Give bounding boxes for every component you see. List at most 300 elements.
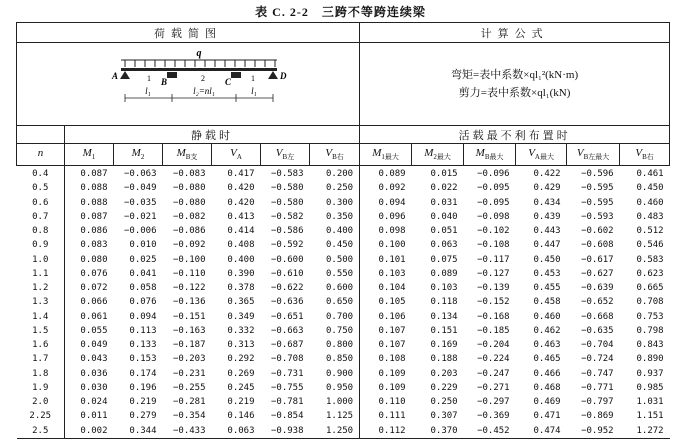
coefficient-cell: −0.869	[581, 411, 614, 422]
coefficient-cell: −0.185	[477, 325, 510, 336]
n-value-cell: 1.0	[17, 253, 65, 267]
table-row	[17, 409, 670, 423]
coefficient-cell: 0.417	[227, 169, 255, 179]
coefficient-cell: 0.450	[636, 183, 664, 194]
coefficient-cell: 0.083	[80, 240, 108, 251]
coefficient-cell: 0.985	[636, 382, 664, 393]
coefficient-cell: 0.413	[227, 211, 255, 222]
coefficient-cell: −0.708	[270, 354, 304, 365]
coefficient-cell: 0.153	[129, 354, 157, 365]
coefficient-cell: 0.937	[636, 368, 664, 379]
column-header-8: $M_{2最大}$	[412, 144, 464, 166]
coefficient-cell: −0.096	[477, 169, 510, 179]
coefficient-cell: −0.247	[477, 368, 510, 379]
coefficient-cell: −0.098	[477, 211, 510, 222]
coefficient-cell: −0.731	[270, 368, 304, 379]
coefficient-cell: 0.146	[227, 411, 255, 422]
coefficient-cell: −0.652	[581, 297, 614, 308]
load-diagram-header: 荷载简图	[17, 23, 360, 43]
coefficient-cell: 0.086	[80, 226, 108, 236]
coefficient-cell: 0.110	[378, 397, 406, 407]
coefficient-cell: 0.100	[378, 240, 406, 251]
coefficient-cell: 0.103	[378, 268, 406, 279]
span-label-2: l₂=nl₁	[193, 86, 215, 96]
table-row	[17, 281, 670, 295]
coefficient-cell: 0.583	[636, 254, 664, 265]
coefficient-cell: −0.163	[172, 325, 206, 336]
coefficient-cell: −0.354	[172, 411, 206, 422]
coefficient-cell: 0.708	[636, 297, 664, 308]
coefficient-cell: 0.250	[430, 397, 458, 407]
coefficient-cell: −0.021	[123, 211, 157, 222]
coefficient-cell: 0.439	[533, 211, 561, 222]
coefficient-cell: 0.378	[227, 283, 255, 293]
coefficient-table	[16, 22, 670, 439]
coefficient-cell: 0.113	[129, 325, 157, 336]
coefficient-cell: 0.036	[80, 368, 108, 379]
column-header-6: $V_{B右}$	[310, 144, 360, 166]
coefficient-cell: −0.663	[270, 325, 304, 336]
coefficient-cell: −0.152	[477, 297, 510, 308]
coefficient-cell: −0.582	[270, 211, 304, 222]
coefficient-cell: 0.450	[310, 238, 360, 252]
coefficient-cell: −0.771	[581, 382, 614, 393]
coefficient-cell: −0.187	[172, 340, 206, 350]
coefficient-cell: 0.041	[129, 268, 157, 279]
coefficient-cell: 0.420	[227, 183, 255, 194]
coefficient-cell: 0.109	[378, 368, 406, 379]
coefficient-cell: 0.350	[310, 210, 360, 224]
table-row	[17, 324, 670, 338]
coefficient-cell: 0.443	[533, 226, 561, 236]
table-row	[17, 267, 670, 281]
coefficient-cell: 0.483	[636, 211, 664, 222]
coefficient-cell: 0.055	[80, 325, 108, 336]
coefficient-cell: 0.450	[533, 254, 561, 265]
coefficient-cell: 0.458	[533, 297, 561, 308]
coefficient-cell: −0.255	[172, 382, 206, 393]
coefficient-cell: −0.100	[172, 254, 206, 265]
coefficient-cell: 0.600	[310, 281, 360, 295]
coefficient-cell: 0.460	[636, 197, 664, 208]
coefficient-cell: −0.139	[477, 283, 510, 293]
coefficient-cell: 0.474	[516, 424, 567, 439]
n-value-cell: 1.2	[17, 281, 65, 295]
coefficient-cell: 0.188	[430, 354, 458, 365]
n-value-cell: 2.0	[17, 395, 65, 409]
coefficient-cell: 0.112	[360, 424, 412, 439]
coefficient-cell: 0.111	[378, 411, 406, 422]
coefficient-cell: −0.639	[581, 283, 614, 293]
column-header-11: $V_{B左最大}$	[567, 144, 620, 166]
n-value-cell: 0.8	[17, 224, 65, 238]
coefficient-cell: 0.500	[310, 253, 360, 267]
coefficient-cell: 0.750	[310, 324, 360, 338]
table-row	[17, 367, 670, 381]
coefficient-cell: 0.800	[310, 338, 360, 352]
coefficient-cell: 0.344	[114, 424, 163, 439]
coefficient-cell: −0.083	[172, 169, 206, 179]
coefficient-cell: 0.072	[80, 283, 108, 293]
coefficient-cell: 0.106	[378, 311, 406, 322]
coefficient-cell: 0.088	[80, 183, 108, 194]
n-value-cell: 1.4	[17, 310, 65, 324]
coefficient-cell: −0.136	[172, 297, 206, 308]
coefficient-cell: 0.118	[430, 297, 458, 308]
coefficient-cell: 0.107	[378, 340, 406, 350]
coefficient-cell: 0.414	[227, 226, 255, 236]
coefficient-cell: 0.105	[378, 297, 406, 308]
shear-formula: 剪力=表中系数×ql₁(kN)	[458, 87, 571, 99]
coefficient-cell: 0.094	[129, 311, 157, 322]
coefficient-cell: 0.546	[636, 240, 664, 251]
coefficient-cell: −0.452	[464, 424, 516, 439]
coefficient-cell: 0.061	[80, 311, 108, 322]
coefficient-cell: 0.174	[129, 368, 157, 379]
coefficient-cell: 0.313	[227, 340, 255, 350]
coefficient-cell: 0.002	[65, 424, 114, 439]
column-header-2: $M_2$	[114, 144, 163, 166]
coefficient-cell: 0.096	[378, 211, 406, 222]
coefficient-cell: −0.102	[477, 226, 510, 236]
coefficient-cell: −0.687	[270, 340, 304, 350]
load-label: q	[196, 48, 202, 59]
coefficient-cell: −0.617	[581, 254, 614, 265]
coefficient-cell: −0.755	[270, 382, 304, 393]
n-value-cell: 2.5	[17, 424, 65, 439]
coefficient-cell: −0.854	[270, 411, 304, 422]
column-header-7: $M_{1最大}$	[360, 144, 412, 166]
coefficient-cell: 0.455	[533, 283, 561, 293]
coefficient-cell: 0.850	[310, 352, 360, 366]
coefficient-cell: 0.798	[636, 325, 664, 336]
coefficient-cell: −0.117	[477, 254, 510, 265]
coefficient-cell: 0.066	[80, 297, 108, 308]
coefficient-cell: 0.200	[310, 166, 360, 182]
coefficient-cell: 0.011	[80, 411, 108, 422]
coefficient-cell: 0.101	[378, 254, 406, 265]
coefficient-cell: 0.623	[636, 268, 664, 279]
coefficient-cell: 0.250	[310, 181, 360, 195]
n-value-cell: 1.1	[17, 267, 65, 281]
n-value-cell: 0.5	[17, 181, 65, 195]
coefficient-cell: 0.465	[533, 354, 561, 365]
table-row	[17, 181, 670, 195]
column-header-5: $V_{B左}$	[261, 144, 310, 166]
coefficient-cell: 0.269	[227, 368, 255, 379]
table-row	[17, 381, 670, 395]
coefficient-cell: −0.080	[172, 183, 206, 194]
coefficient-cell: 0.151	[430, 325, 458, 336]
coefficient-cell: 0.753	[636, 311, 664, 322]
coefficient-cell: 0.134	[430, 311, 458, 322]
table-row	[17, 310, 670, 324]
coefficient-cell: −0.586	[270, 226, 304, 236]
coefficient-cell: −0.580	[270, 197, 304, 208]
support-label-c: C	[225, 77, 232, 87]
coefficient-cell: 0.462	[533, 325, 561, 336]
coefficient-cell: 0.219	[227, 397, 255, 407]
table-row	[17, 295, 670, 309]
static-load-header: 静载时	[65, 126, 360, 144]
coefficient-cell: −0.651	[270, 311, 304, 322]
coefficient-cell: 0.229	[430, 382, 458, 393]
coefficient-cell: −0.035	[123, 197, 157, 208]
support-label-d: D	[280, 71, 287, 81]
support-label-a: A	[112, 71, 119, 81]
table-row	[17, 238, 670, 252]
coefficient-cell: −0.952	[567, 424, 620, 439]
support-label-b: B	[161, 77, 168, 87]
coefficient-cell: 0.196	[129, 382, 157, 393]
coefficient-cell: −0.938	[261, 424, 310, 439]
coefficient-cell: −0.595	[581, 197, 614, 208]
coefficient-cell: −0.704	[581, 340, 614, 350]
coefficient-cell: −0.168	[477, 311, 510, 322]
coefficient-cell: 0.025	[129, 254, 157, 265]
span-label-3: l₁	[251, 86, 257, 96]
distributed-load-arrows	[121, 60, 277, 67]
column-header-row	[17, 144, 670, 166]
coefficient-cell: 0.463	[533, 340, 561, 350]
coefficient-cell: −0.203	[172, 354, 206, 365]
coefficient-cell: −0.781	[270, 397, 304, 407]
coefficient-cell: 0.349	[227, 311, 255, 322]
coefficient-cell: 0.094	[378, 197, 406, 208]
coefficient-cell: 0.700	[310, 310, 360, 324]
moment-formula: 弯矩=表中系数×ql₁²(kN·m)	[451, 69, 579, 81]
column-header-1: $M_1$	[65, 144, 114, 166]
coefficient-cell: 0.087	[80, 211, 108, 222]
coefficient-cell: −0.127	[477, 268, 510, 279]
span-number-2: 2	[201, 74, 205, 83]
beam	[121, 68, 277, 71]
coefficient-cell: 0.843	[636, 340, 664, 350]
coefficient-cell: 0.890	[636, 354, 664, 365]
table-row	[17, 338, 670, 352]
coefficient-cell: −0.006	[123, 226, 157, 236]
coefficient-cell: 0.422	[533, 169, 561, 179]
coefficient-cell: −0.095	[477, 183, 510, 194]
coefficient-cell: 0.512	[636, 226, 664, 236]
coefficient-cell: 0.133	[129, 340, 157, 350]
coefficient-cell: 0.075	[430, 254, 458, 265]
coefficient-cell: −0.608	[581, 240, 614, 251]
coefficient-cell: 0.108	[378, 354, 406, 365]
beam-load-diagram	[17, 43, 364, 125]
coefficient-cell: −0.583	[270, 169, 304, 179]
coefficient-cell: −0.110	[172, 268, 206, 279]
coefficient-cell: −0.627	[581, 268, 614, 279]
coefficient-cell: 0.370	[412, 424, 464, 439]
coefficient-cell: −0.231	[172, 368, 206, 379]
coefficient-cell: 0.434	[533, 197, 561, 208]
coefficient-cell: 0.203	[430, 368, 458, 379]
coefficient-cell: 0.469	[533, 397, 561, 407]
coefficient-cell: 0.390	[227, 268, 255, 279]
coefficient-cell: 0.453	[533, 268, 561, 279]
coefficient-cell: 0.950	[310, 381, 360, 395]
coefficient-cell: 0.063	[430, 240, 458, 251]
coefficient-cell: −0.433	[163, 424, 212, 439]
coefficient-cell: 0.420	[227, 197, 255, 208]
column-header-0: n	[17, 144, 65, 166]
coefficient-cell: 0.400	[310, 224, 360, 238]
coefficient-cell: 1.272	[620, 424, 670, 439]
coefficient-cell: 0.103	[430, 283, 458, 293]
span-number-1: 1	[147, 74, 151, 83]
table-row	[17, 166, 670, 182]
coefficient-cell: 0.104	[378, 283, 406, 293]
coefficient-cell: 1.031	[636, 397, 664, 407]
coefficient-cell: −0.271	[477, 382, 510, 393]
coefficient-cell: −0.086	[172, 226, 206, 236]
coefficient-cell: −0.080	[172, 197, 206, 208]
coefficient-cell: −0.593	[581, 211, 614, 222]
coefficient-cell: −0.063	[123, 169, 157, 179]
coefficient-cell: 0.109	[378, 382, 406, 393]
data-body	[17, 166, 670, 439]
coefficient-cell: −0.595	[581, 183, 614, 194]
coefficient-cell: 0.461	[636, 169, 664, 179]
coefficient-cell: −0.092	[172, 240, 206, 251]
column-header-9: $M_{B最大}$	[464, 144, 516, 166]
coefficient-cell: 0.040	[430, 211, 458, 222]
coefficient-cell: 1.000	[310, 395, 360, 409]
coefficient-cell: −0.635	[581, 325, 614, 336]
coefficient-cell: 0.049	[80, 340, 108, 350]
coefficient-cell: 0.468	[533, 382, 561, 393]
coefficient-cell: 1.250	[310, 424, 360, 439]
coefficient-cell: 1.151	[636, 411, 664, 422]
n-value-cell: 0.4	[17, 166, 65, 182]
coefficient-cell: −0.596	[581, 169, 614, 179]
coefficient-cell: 0.650	[310, 295, 360, 309]
coefficient-cell: 0.087	[80, 169, 108, 179]
coefficient-cell: −0.602	[581, 226, 614, 236]
coefficient-cell: 0.279	[129, 411, 157, 422]
coefficient-cell: −0.122	[172, 283, 206, 293]
coefficient-cell: −0.610	[270, 268, 304, 279]
coefficient-cell: −0.747	[581, 368, 614, 379]
coefficient-cell: 0.447	[533, 240, 561, 251]
formula-cell	[360, 43, 670, 126]
column-header-12: $V_{B右}$	[620, 144, 670, 166]
column-header-4: $V_A$	[212, 144, 261, 166]
n-value-cell: 1.5	[17, 324, 65, 338]
coefficient-cell: 0.076	[129, 297, 157, 308]
coefficient-cell: 0.466	[533, 368, 561, 379]
coefficient-cell: −0.600	[270, 254, 304, 265]
table-row	[17, 395, 670, 409]
coefficient-cell: −0.369	[477, 411, 510, 422]
coefficient-cell: 0.219	[129, 397, 157, 407]
coefficient-cell: −0.297	[477, 397, 510, 407]
coefficient-cell: 0.332	[227, 325, 255, 336]
n-value-cell: 1.8	[17, 367, 65, 381]
coefficient-cell: 0.460	[533, 311, 561, 322]
n-blank-cell	[17, 126, 65, 144]
coefficient-cell: 0.089	[430, 268, 458, 279]
coefficient-cell: −0.592	[270, 240, 304, 251]
coefficient-cell: −0.224	[477, 354, 510, 365]
coefficient-cell: 0.030	[80, 382, 108, 393]
coefficient-cell: −0.636	[270, 297, 304, 308]
span-number-3: 1	[251, 74, 255, 83]
table-row	[17, 224, 670, 238]
coefficient-cell: 0.089	[378, 169, 406, 179]
table-row	[17, 253, 670, 267]
coefficient-cell: 0.092	[378, 183, 406, 194]
n-value-cell: 0.9	[17, 238, 65, 252]
coefficient-cell: 0.098	[378, 226, 406, 236]
coefficient-cell: 0.429	[533, 183, 561, 194]
coefficient-cell: 0.365	[227, 297, 255, 308]
span-label-1: l₁	[145, 86, 151, 96]
coefficient-cell: 0.024	[80, 397, 108, 407]
table-row	[17, 196, 670, 210]
coefficient-cell: −0.049	[123, 183, 157, 194]
coefficient-cell: 0.080	[80, 254, 108, 265]
coefficient-cell: −0.082	[172, 211, 206, 222]
coefficient-cell: −0.108	[477, 240, 510, 251]
coefficient-cell: 0.063	[212, 424, 261, 439]
column-header-3: $M_{B支}$	[163, 144, 212, 166]
coefficient-cell: 0.900	[310, 367, 360, 381]
n-value-cell: 1.3	[17, 295, 65, 309]
coefficient-cell: 0.471	[533, 411, 561, 422]
n-value-cell: 0.7	[17, 210, 65, 224]
table-title: 表 C. 2-2 三跨不等跨连续梁	[255, 5, 426, 19]
n-value-cell: 1.7	[17, 352, 65, 366]
coefficient-cell: −0.204	[477, 340, 510, 350]
n-value-cell: 2.25	[17, 409, 65, 423]
coefficient-cell: 0.400	[227, 254, 255, 265]
coefficient-cell: 0.245	[227, 382, 255, 393]
coefficient-cell: −0.724	[581, 354, 614, 365]
coefficient-cell: 0.665	[636, 283, 664, 293]
coefficient-cell: −0.151	[172, 311, 206, 322]
coefficient-cell: 0.043	[80, 354, 108, 365]
load-diagram-cell	[17, 43, 360, 126]
coefficient-cell: 0.088	[80, 197, 108, 208]
coefficient-cell: 1.125	[310, 409, 360, 423]
live-load-header: 活载最不利布置时	[360, 126, 670, 144]
n-value-cell: 1.6	[17, 338, 65, 352]
coefficient-cell: −0.797	[581, 397, 614, 407]
column-header-10: $V_{A最大}$	[516, 144, 567, 166]
coefficient-cell: 0.169	[430, 340, 458, 350]
coefficient-cell: −0.668	[581, 311, 614, 322]
coefficient-cell: 0.051	[430, 226, 458, 236]
coefficient-cell: 0.010	[129, 240, 157, 251]
formula-header: 计算公式	[360, 23, 670, 43]
coefficient-cell: −0.095	[477, 197, 510, 208]
coefficient-cell: 0.015	[430, 169, 458, 179]
coefficient-cell: 0.076	[80, 268, 108, 279]
coefficient-cell: −0.580	[270, 183, 304, 194]
coefficient-cell: 0.031	[430, 197, 458, 208]
coefficient-cell: −0.622	[270, 283, 304, 293]
coefficient-cell: 0.408	[227, 240, 255, 251]
coefficient-cell: 0.550	[310, 267, 360, 281]
coefficient-cell: 0.107	[378, 325, 406, 336]
table-row	[17, 352, 670, 366]
n-value-cell: 1.9	[17, 381, 65, 395]
table-row	[17, 210, 670, 224]
coefficient-cell: 0.022	[430, 183, 458, 194]
coefficient-cell: 0.307	[430, 411, 458, 422]
